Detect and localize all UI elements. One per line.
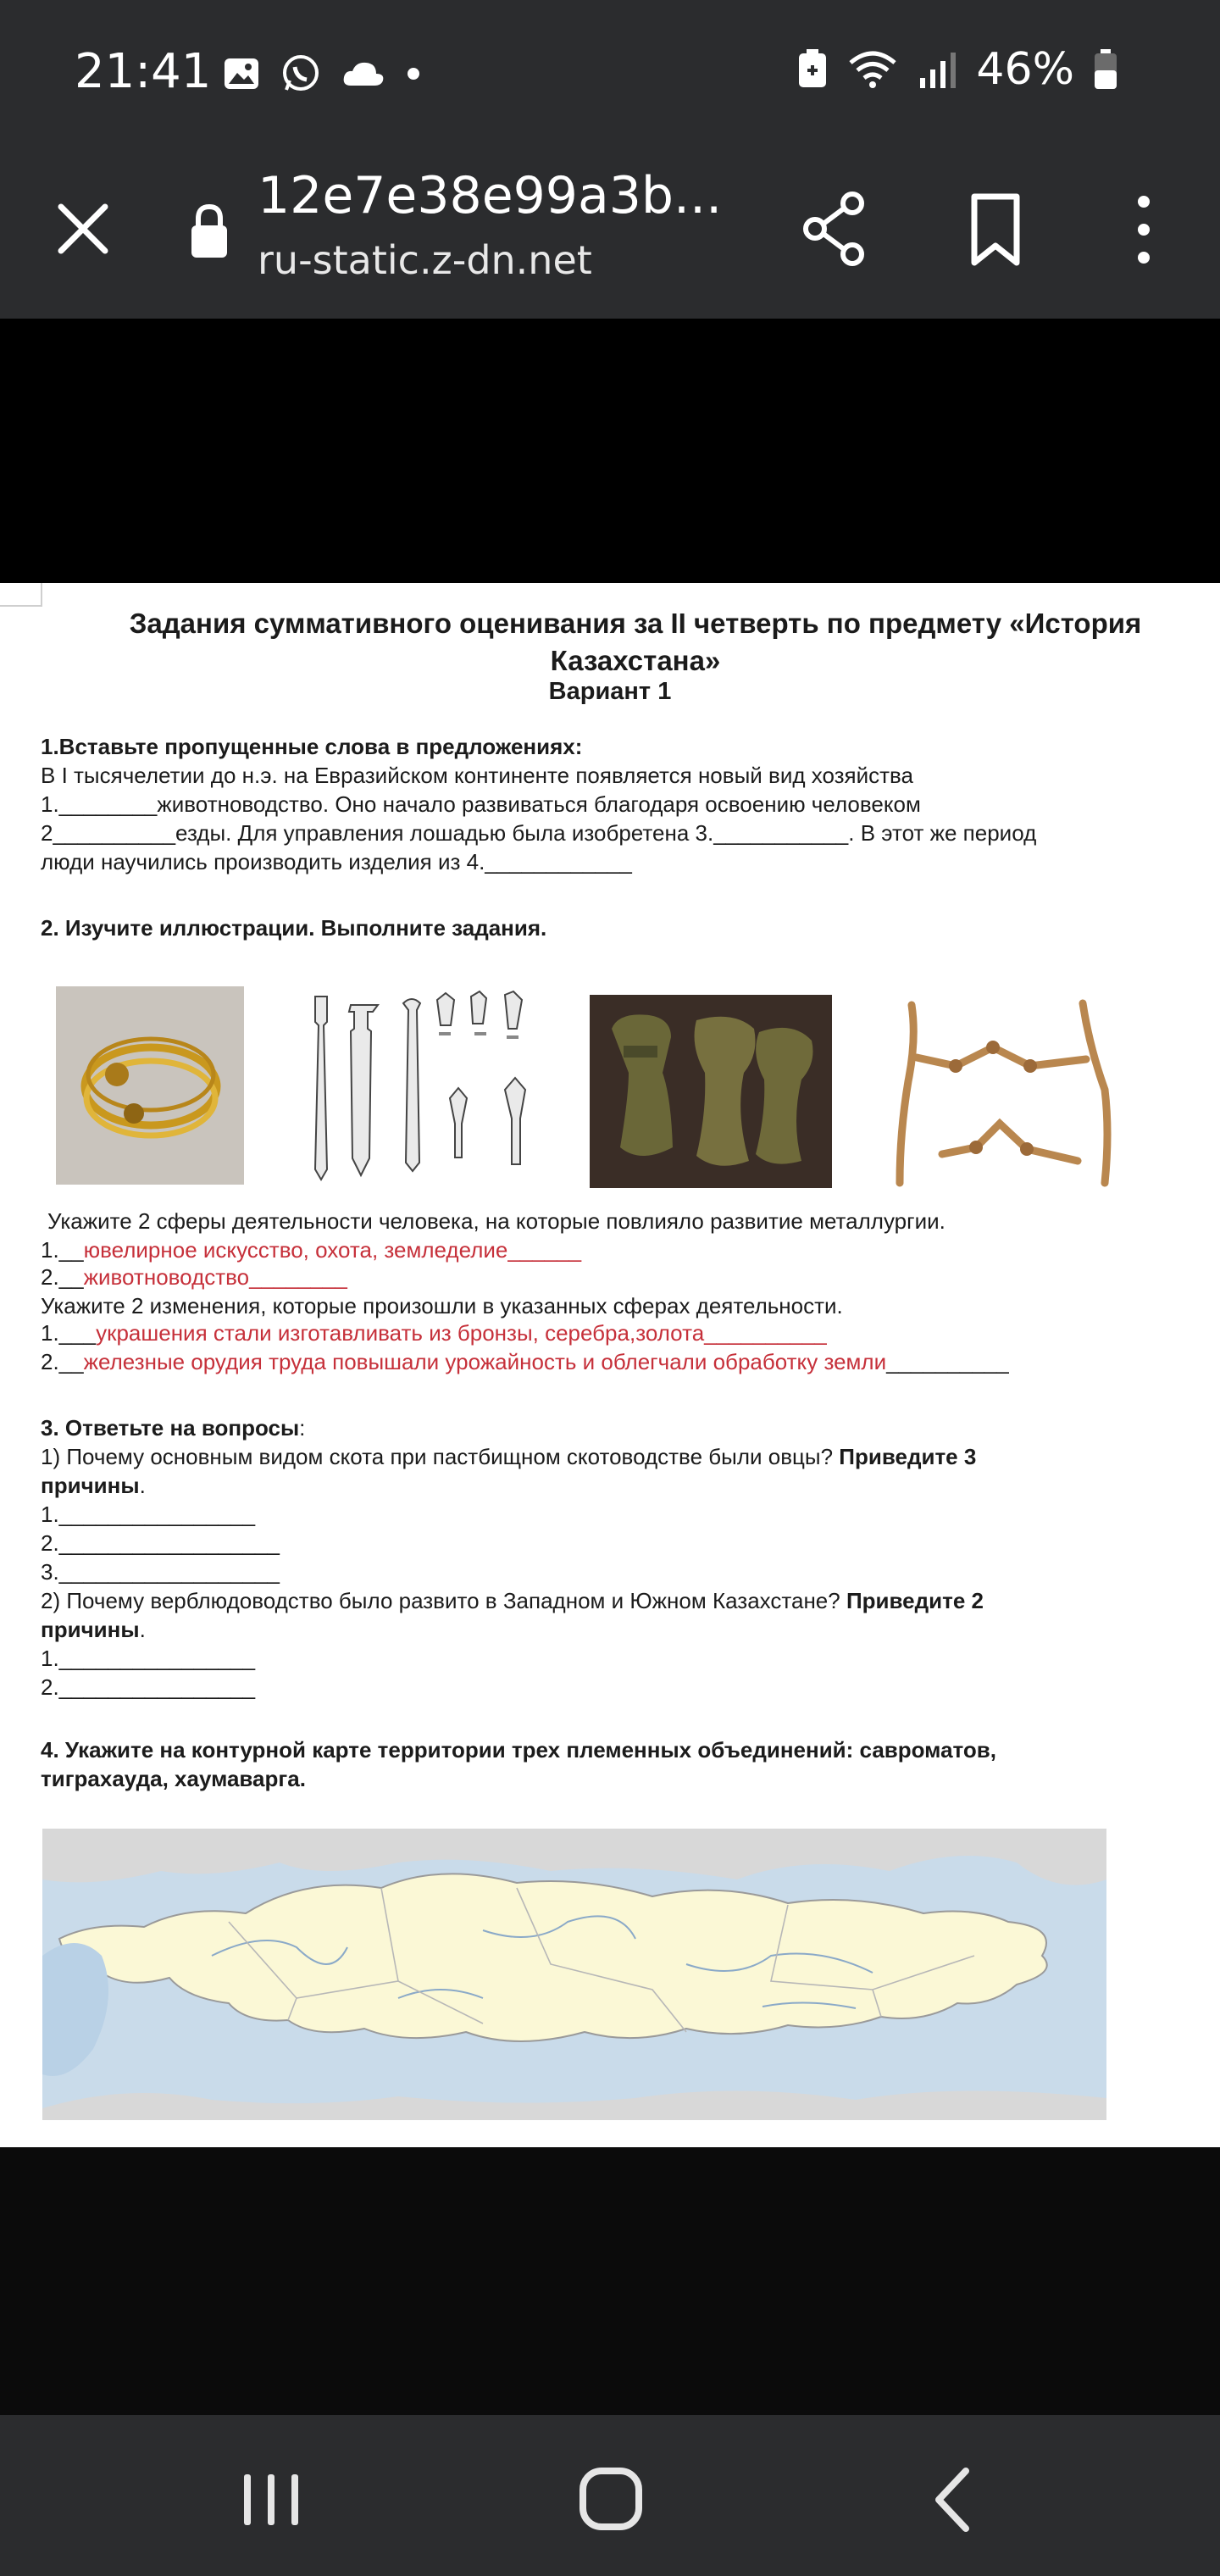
q3-question-1-bold: Приведите 3 bbox=[839, 1444, 977, 1469]
q3-1-blank-2: 2.__________________ bbox=[41, 1530, 280, 1556]
q2-answer-a1-prefix: 1.__ bbox=[41, 1237, 84, 1263]
q3-question-1-cont bbox=[41, 1471, 146, 1500]
page-title[interactable]: 12e7e38e99a3b... bbox=[258, 166, 723, 225]
document-title: Задания суммативного оценивания за II четверть по предмету «История Казахстана» bbox=[129, 608, 1142, 676]
q3-1-blank-3: 3.__________________ bbox=[41, 1559, 280, 1585]
status-icons-left bbox=[222, 53, 422, 95]
q1-heading: 1.Вставьте пропущенные слова в предложениях: bbox=[41, 734, 583, 759]
document-page bbox=[0, 583, 1220, 2147]
kazakhstan-contour-map bbox=[42, 1829, 1106, 2120]
q3-question-1-text: 1) Почему основным видом скота при пастбищном скотоводстве были овцы? bbox=[41, 1444, 840, 1469]
q3-question-2-cont bbox=[41, 1615, 146, 1644]
q3-question-2-suffix: . bbox=[139, 1617, 146, 1642]
gallery-icon bbox=[222, 54, 261, 93]
horse-bit-drawing bbox=[883, 988, 1130, 1191]
q3-2-blank-2: 2.________________ bbox=[41, 1674, 256, 1700]
bronze-weapons-drawing bbox=[302, 988, 547, 1188]
q3-question-1 bbox=[41, 1442, 976, 1471]
q2-answer-b2 bbox=[41, 1347, 1009, 1376]
q2-answer-b2-prefix: 2.__ bbox=[41, 1349, 84, 1374]
q3-heading-suffix: : bbox=[299, 1415, 306, 1441]
close-icon[interactable] bbox=[49, 195, 117, 263]
q2-task-b: Укажите 2 изменения, которые произошли в указанных сферах деятельности. bbox=[41, 1293, 843, 1319]
q2-answer-a2 bbox=[41, 1263, 347, 1291]
q2-answer-a2-text: животноводство________ bbox=[83, 1264, 347, 1290]
q2-task-a: Укажите 2 сферы деятельности человека, на которые повлияло развитие металлургии. bbox=[47, 1208, 946, 1234]
bookmark-icon[interactable] bbox=[966, 192, 1025, 268]
viewer-background-top bbox=[0, 319, 1220, 583]
status-icons-right bbox=[796, 44, 1118, 95]
q3-question-2 bbox=[41, 1586, 984, 1615]
more-menu-icon[interactable] bbox=[1127, 192, 1161, 268]
q1-line-3: 2__________езды. Для управления лошадью была изобретена 3.___________. В этот же период bbox=[41, 820, 1037, 846]
whatsapp-icon bbox=[280, 53, 322, 95]
wifi-icon bbox=[847, 49, 898, 90]
browser-toolbar bbox=[0, 153, 1220, 319]
battery-percent: 46% bbox=[976, 44, 1074, 95]
dot-icon bbox=[405, 65, 422, 82]
battery-saver-icon bbox=[796, 48, 829, 91]
lock-icon bbox=[188, 202, 230, 261]
q2-answer-a1-text: ювелирное искусство, охота, земледелие______ bbox=[83, 1237, 582, 1263]
battery-icon bbox=[1093, 48, 1118, 91]
q3-heading bbox=[41, 1413, 305, 1442]
q4-heading-line-2: тиграхауда, хаумаварга. bbox=[41, 1766, 306, 1791]
cloud-icon bbox=[341, 57, 386, 91]
q4-heading-line-1: 4. Укажите на контурной карте территории трех племенных объединений: савроматов, bbox=[41, 1737, 997, 1763]
back-icon[interactable] bbox=[915, 2466, 991, 2534]
recent-apps-icon[interactable] bbox=[234, 2466, 310, 2534]
q1-line-4: люди научились производить изделия из 4.____________ bbox=[41, 849, 632, 874]
q3-question-1-suffix: . bbox=[139, 1473, 146, 1498]
system-nav-bar bbox=[0, 2415, 1220, 2576]
q2-answer-b1 bbox=[41, 1319, 827, 1347]
status-bar bbox=[0, 0, 1220, 153]
q1-line-1: В I тысячелетии до н.э. на Евразийском континенте появляется новый вид хозяйства bbox=[41, 763, 914, 788]
share-icon[interactable] bbox=[800, 186, 868, 271]
q3-question-1-bold2: причины bbox=[41, 1473, 140, 1498]
q3-question-2-bold: Приведите 2 bbox=[846, 1588, 984, 1613]
q2-answer-a2-prefix: 2.__ bbox=[41, 1264, 84, 1290]
q3-question-2-bold2: причины bbox=[41, 1617, 140, 1642]
q2-answer-b2-suffix: __________ bbox=[886, 1349, 1009, 1374]
gold-bracelet-image bbox=[56, 986, 244, 1185]
signal-icon bbox=[917, 49, 957, 90]
q2-heading: 2. Изучите иллюстрации. Выполните задания. bbox=[41, 915, 547, 941]
q2-answer-a1 bbox=[41, 1235, 581, 1264]
viewer-background-bottom bbox=[0, 2147, 1220, 2415]
page-url[interactable]: ru-static.z-dn.net bbox=[258, 237, 592, 283]
document-variant: Вариант 1 bbox=[548, 678, 672, 705]
bronze-axes-photo bbox=[590, 995, 832, 1188]
q2-answer-b1-prefix: 1.___ bbox=[41, 1320, 97, 1346]
q2-answer-b1-text: украшения стали изготавливать из бронзы, серебра,золота__________ bbox=[96, 1320, 827, 1346]
q1-line-2: 1.________животноводство. Оно начало развиваться благодаря освоению человеком bbox=[41, 791, 921, 817]
status-time: 21:41 bbox=[75, 44, 212, 99]
q3-question-2-text: 2) Почему верблюдоводство было развито в Западном и Южном Казахстане? bbox=[41, 1588, 846, 1613]
q3-heading-text: 3. Ответьте на вопросы bbox=[41, 1415, 300, 1441]
q3-1-blank-1: 1.________________ bbox=[41, 1502, 256, 1527]
home-icon[interactable] bbox=[573, 2466, 649, 2534]
q3-2-blank-1: 1.________________ bbox=[41, 1646, 256, 1671]
page-corner-mark bbox=[0, 583, 42, 607]
q2-answer-b2-text: железные орудия труда повышали урожайность и облегчали обработку земли bbox=[83, 1349, 887, 1374]
